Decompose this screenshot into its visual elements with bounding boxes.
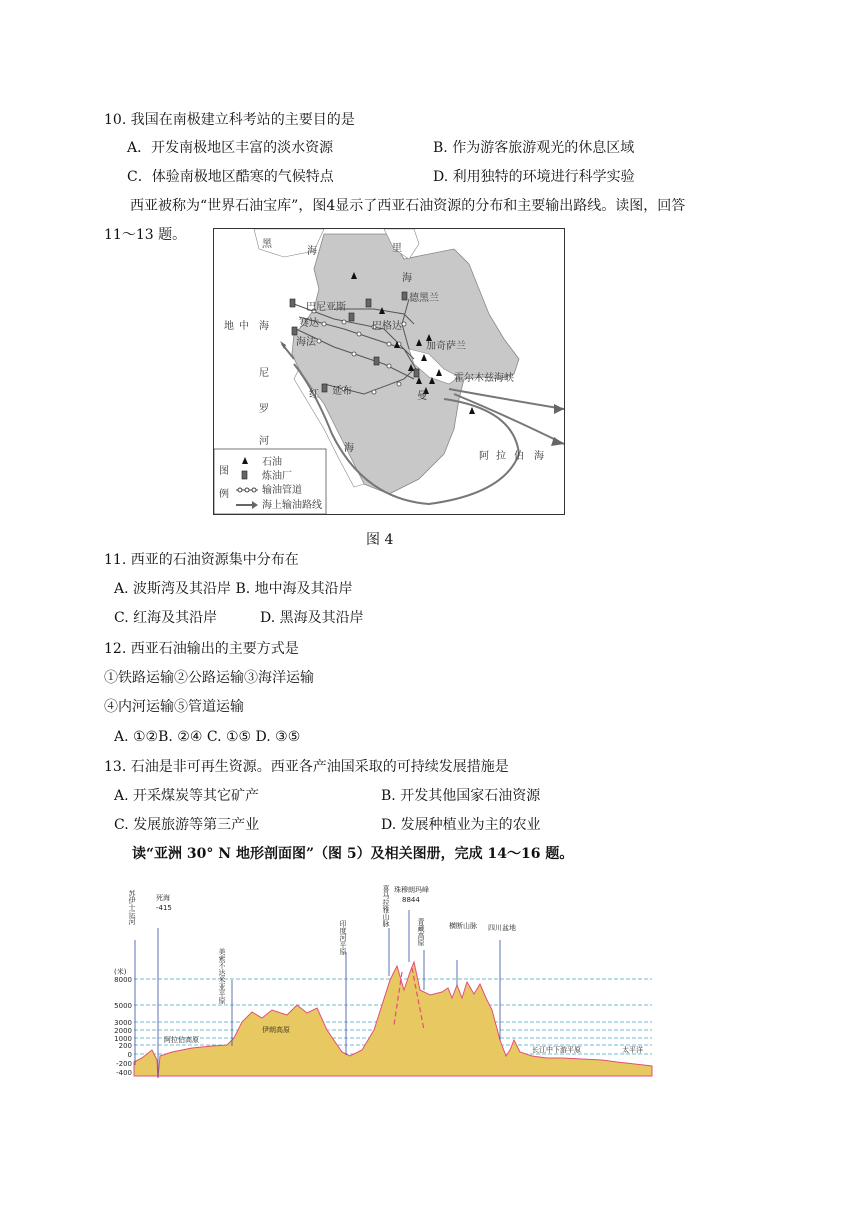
- label-arab-2: 拉: [496, 451, 506, 462]
- q12-choices: A. ①②B. ②④ C. ①⑤ D. ③⑤: [114, 729, 301, 745]
- label-haifa: 海法: [296, 337, 316, 348]
- q10-option-c: C．体验南极地区酷寒的气候特点: [127, 169, 334, 185]
- tick-8000: 8000: [114, 976, 132, 984]
- label-black-sea-2: 海: [307, 246, 317, 257]
- figure-4-caption: 图 4: [366, 532, 394, 548]
- legend-refinery-icon: [242, 471, 247, 479]
- label-caspian-2: 海: [402, 273, 412, 284]
- label-nile-3: 河: [259, 436, 269, 447]
- q10-option-d: D. 利用独特的环境进行科学实验: [433, 169, 635, 185]
- q12-opt2: ④内河运输⑤管道运输: [104, 699, 244, 715]
- label-hengduan: 横断山脉: [449, 922, 477, 930]
- label-nile-2: 罗: [259, 404, 269, 415]
- q11-option-c: C. 红海及其沿岸: [114, 610, 218, 626]
- legend-refinery: 炼油厂: [262, 471, 292, 482]
- label-arab-3: 伯: [514, 451, 524, 462]
- label-caspian-1: 里: [392, 243, 402, 254]
- q11-options-ab: A. 波斯湾及其沿岸 B. 地中海及其沿岸: [114, 581, 353, 597]
- tick-0: 0: [127, 1051, 132, 1059]
- q10-stem: 10. 我国在南极建立科考站的主要目的是: [104, 112, 355, 128]
- intro-asia-profile: 读“亚洲 30° N 地形剖面图”（图 5）及相关图册，完成 14～16 题。: [132, 846, 574, 862]
- label-arab-1: 阿: [479, 451, 489, 462]
- q10-option-b: B. 作为游客旅游观光的休息区域: [433, 140, 635, 156]
- intro-west-asia: 西亚被称为“世界石油宝库”，图4显示了西亚石油资源的分布和主要输出路线。读图，回答: [130, 198, 686, 214]
- q10-option-a: A．开发南极地区丰富的淡水资源: [127, 140, 334, 156]
- label-arab-4: 海: [534, 451, 544, 462]
- label-dead-sea: 死海: [156, 894, 170, 902]
- label-iran: 伊朗高原: [262, 1026, 290, 1034]
- legend-title-2: 例: [219, 489, 229, 500]
- tick-neg200: -200: [116, 1060, 132, 1068]
- label-meso: 美索不达米亚平原: [218, 948, 226, 1004]
- profile-unit: (米): [114, 968, 127, 976]
- legend-oil: 石油: [262, 457, 282, 468]
- label-arab-plateau: 阿拉伯高原: [164, 1036, 199, 1044]
- q13-option-c: C. 发展旅游等第三产业: [114, 817, 260, 833]
- legend-sea-route: 海上输油路线: [262, 500, 322, 511]
- label-sichuan: 四川盆地: [488, 924, 516, 932]
- label-ras: 曼: [417, 391, 427, 402]
- tick-1000: 1000: [114, 1035, 132, 1043]
- tick-2000: 2000: [114, 1027, 132, 1035]
- label-med-3: 海: [259, 321, 269, 332]
- q12-stem: 12. 西亚石油输出的主要方式是: [104, 641, 299, 657]
- label-black-sea-1: 黑: [262, 239, 272, 250]
- q13-option-b: B. 开发其他国家石油资源: [381, 788, 541, 804]
- label-med-1: 地: [224, 321, 234, 332]
- label-baniyas: 巴尼亚斯: [306, 302, 346, 313]
- label-pacific: 太平洋: [622, 1046, 643, 1054]
- tick-5000: 5000: [114, 1002, 132, 1010]
- q11-stem: 11. 西亚的石油资源集中分布在: [104, 552, 299, 568]
- label-nile-1: 尼: [259, 368, 269, 379]
- label-everest: 珠穆朗玛峰: [394, 886, 429, 894]
- west-asia-oil-map: [213, 228, 565, 515]
- label-hormuz: 霍尔木兹海峡: [454, 373, 514, 384]
- label-suez: 苏伊士运河: [128, 890, 136, 925]
- label-red-1: 红: [309, 389, 319, 400]
- label-everest-val: 8844: [402, 896, 420, 904]
- q12-opt1: ①铁路运输②公路运输③海洋运输: [104, 670, 314, 686]
- tick-200: 200: [118, 1042, 132, 1050]
- legend-title-1: 图: [219, 466, 229, 477]
- label-indus: 印度河平原: [339, 920, 347, 955]
- label-med-2: 中: [239, 321, 249, 332]
- label-yangtze: 长江中下游平原: [532, 1046, 581, 1054]
- label-qz: 青藏高原: [417, 918, 425, 946]
- label-dead-sea-val: -415: [156, 904, 172, 912]
- q13-option-a: A. 开采煤炭等其它矿产: [114, 788, 260, 804]
- label-red-2: 海: [344, 443, 354, 454]
- label-saida: 赛达: [299, 318, 319, 329]
- legend-pipeline: 输油管道: [262, 485, 302, 496]
- label-yanbu: 延布: [332, 386, 352, 397]
- label-tehran: 德黑兰: [409, 293, 439, 304]
- tick-neg400: -400: [116, 1069, 132, 1077]
- intro-west-asia-line2: 11～13 题。: [104, 227, 187, 243]
- q11-option-d: D. 黑海及其沿岸: [260, 610, 364, 626]
- label-gachsaran: 加奇萨兰: [426, 341, 466, 352]
- q13-option-d: D. 发展种植业为主的农业: [381, 817, 541, 833]
- q13-stem: 13. 石油是非可再生资源。西亚各产油国采取的可持续发展措施是: [104, 759, 509, 775]
- label-basra: 巴格达: [372, 321, 402, 332]
- asia-30n-profile: [112, 880, 658, 1083]
- tick-3000: 3000: [114, 1019, 132, 1027]
- label-himalaya: 喜马拉雅山脉: [382, 885, 390, 927]
